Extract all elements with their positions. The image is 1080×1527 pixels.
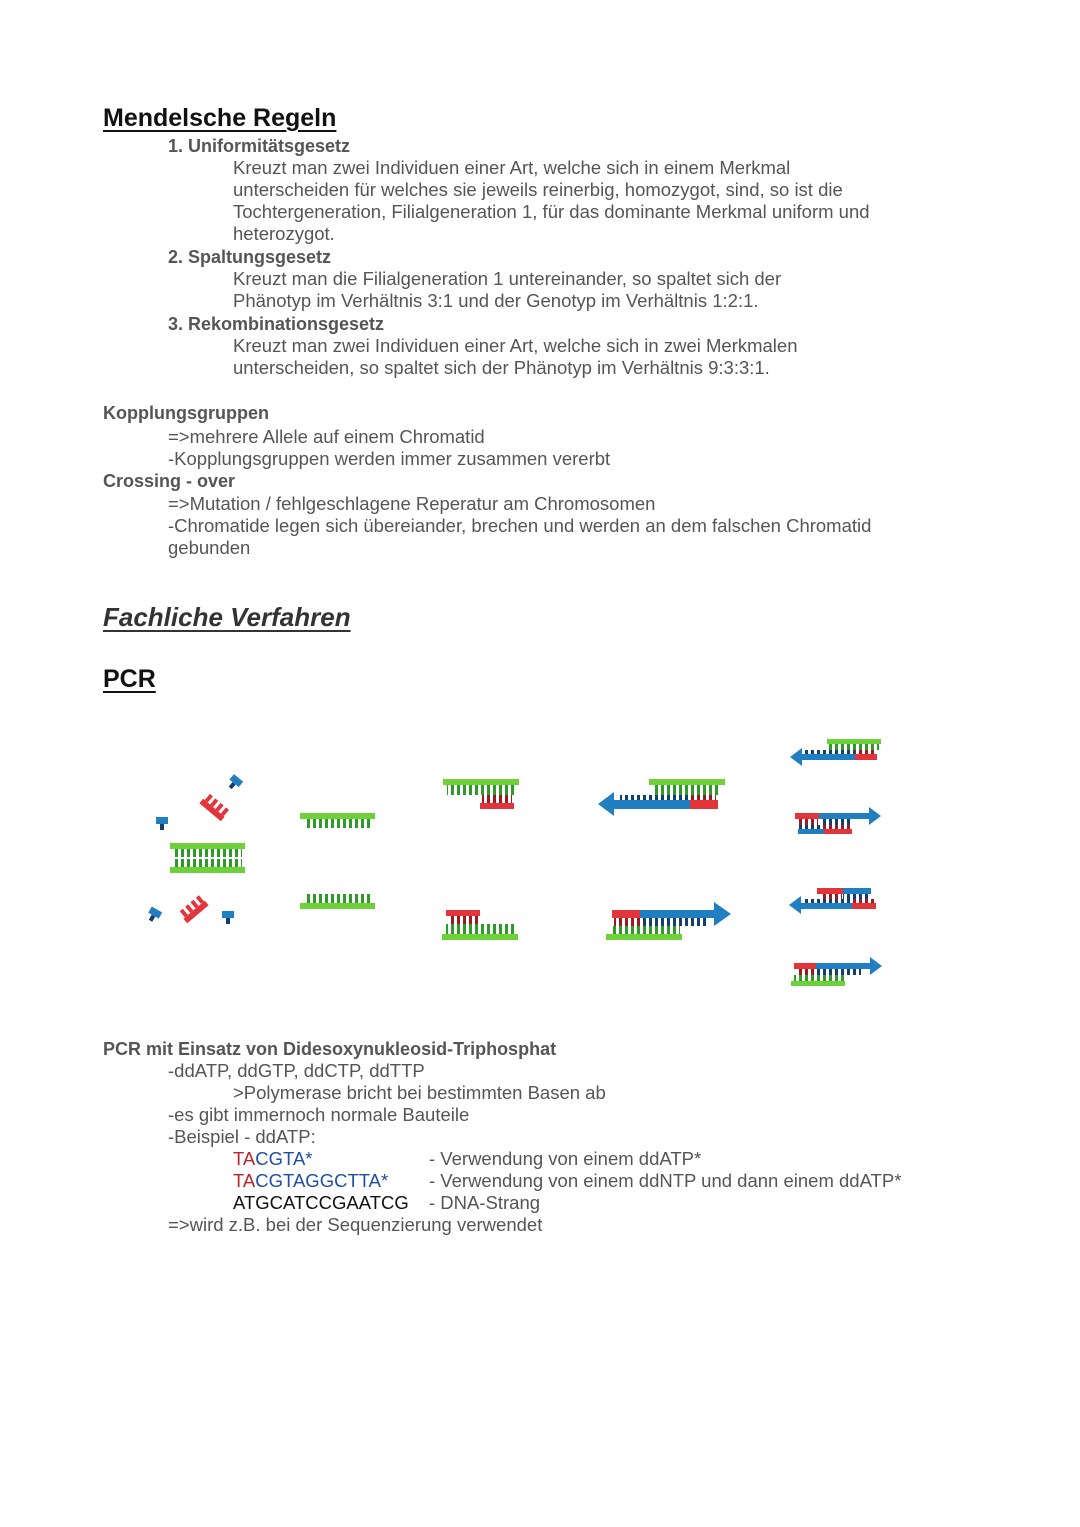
stage5-product-4 — [791, 957, 882, 986]
stage5-product-3 — [789, 888, 876, 914]
section-title-pcr: PCR — [103, 665, 156, 693]
sequence-desc: - Verwendung von einem ddNTP und dann einem ddATP* — [429, 1170, 902, 1191]
rule1-line: heterozygot. — [233, 223, 335, 244]
section-title-mendel: Mendelsche Regeln — [103, 104, 337, 132]
rule2-line: Kreuzt man die Filialgeneration 1 untereinander, so spaltet sich der — [233, 268, 782, 289]
crossing-line: -Chromatide legen sich übereiander, brechen und werden an dem falschen Chromatid — [168, 515, 872, 536]
stage5-product-1 — [790, 739, 881, 766]
sequence-prefix: TA — [233, 1170, 256, 1191]
stage2-single-strand-top — [300, 813, 375, 828]
dd-heading: PCR mit Einsatz von Didesoxynukleosid-Triphosphat — [103, 1039, 557, 1059]
stage1-double-strand — [170, 843, 245, 873]
sequence-desc: - DNA-Strang — [429, 1192, 541, 1213]
stage5-product-2 — [795, 807, 881, 834]
section-title-verfahren: Fachliche Verfahren — [103, 602, 351, 632]
crossing-line: gebunden — [168, 537, 251, 558]
dd-line: -es gibt immernoch normale Bauteile — [168, 1104, 470, 1125]
sequence-rest: CGTA* — [255, 1148, 313, 1169]
kopplung-heading: Kopplungsgruppen — [103, 403, 269, 423]
rule2-line: Phänotyp im Verhältnis 3:1 und der Genotyp im Verhältnis 1:2:1. — [233, 290, 759, 311]
dd-line: =>wird z.B. bei der Sequenzierung verwendet — [168, 1214, 543, 1235]
rule1-heading: 1. Uniformitätsgesetz — [168, 136, 351, 156]
rule1-line: unterscheiden für welches sie jeweils reinerbig, homozygot, sind, so ist die — [233, 179, 843, 200]
stage3-annealed-bottom — [442, 910, 518, 940]
dna-strand-sequence: ATGCATCCGAATCG — [233, 1192, 409, 1213]
rule1-line: Tochtergeneration, Filialgeneration 1, für das dominante Merkmal uniform und — [233, 201, 870, 222]
rule2-heading: 2. Spaltungsgesetz — [168, 247, 332, 267]
primer-fragment-icon — [199, 793, 229, 822]
stage2-single-strand-bottom — [300, 894, 375, 909]
rule3-heading: 3. Rekombinationsgesetz — [168, 314, 385, 334]
kopplung-line: -Kopplungsgruppen werden immer zusammen vererbt — [168, 448, 611, 469]
sequence-desc: - Verwendung von einem ddATP* — [429, 1148, 702, 1169]
sequence-prefix: TA — [233, 1148, 256, 1169]
nucleotide-icon — [145, 907, 162, 924]
nucleotide-icon — [156, 817, 168, 830]
sequence-rest: CGTAGGCTTA* — [255, 1170, 389, 1191]
kopplung-line: =>mehrere Allele auf einem Chromatid — [168, 426, 485, 447]
nucleotide-icon — [226, 774, 244, 792]
stage4-elongation-bottom — [606, 902, 731, 940]
stage4-elongation-top — [598, 779, 725, 816]
rule1-line: Kreuzt man zwei Individuen einer Art, welche sich in einem Merkmal — [233, 157, 791, 178]
sequence-example-2 — [233, 1170, 388, 1192]
dd-line: -Beispiel - ddATP: — [168, 1126, 316, 1147]
rule3-line: Kreuzt man zwei Individuen einer Art, welche sich in zwei Merkmalen — [233, 335, 798, 356]
sequence-example-1 — [233, 1148, 313, 1170]
crossing-heading: Crossing - over — [103, 471, 236, 491]
stage3-annealed-top — [443, 779, 519, 809]
nucleotide-icon — [222, 911, 234, 924]
rule3-line: unterscheiden, so spaltet sich der Phänotyp im Verhältnis 9:3:3:1. — [233, 357, 770, 378]
primer-fragment-icon — [178, 895, 208, 924]
dd-line: >Polymerase bricht bei bestimmten Basen ab — [233, 1082, 606, 1103]
dd-line: -ddATP, ddGTP, ddCTP, ddTTP — [168, 1060, 425, 1081]
crossing-line: =>Mutation / fehlgeschlagene Reperatur am Chromosomen — [168, 493, 656, 514]
